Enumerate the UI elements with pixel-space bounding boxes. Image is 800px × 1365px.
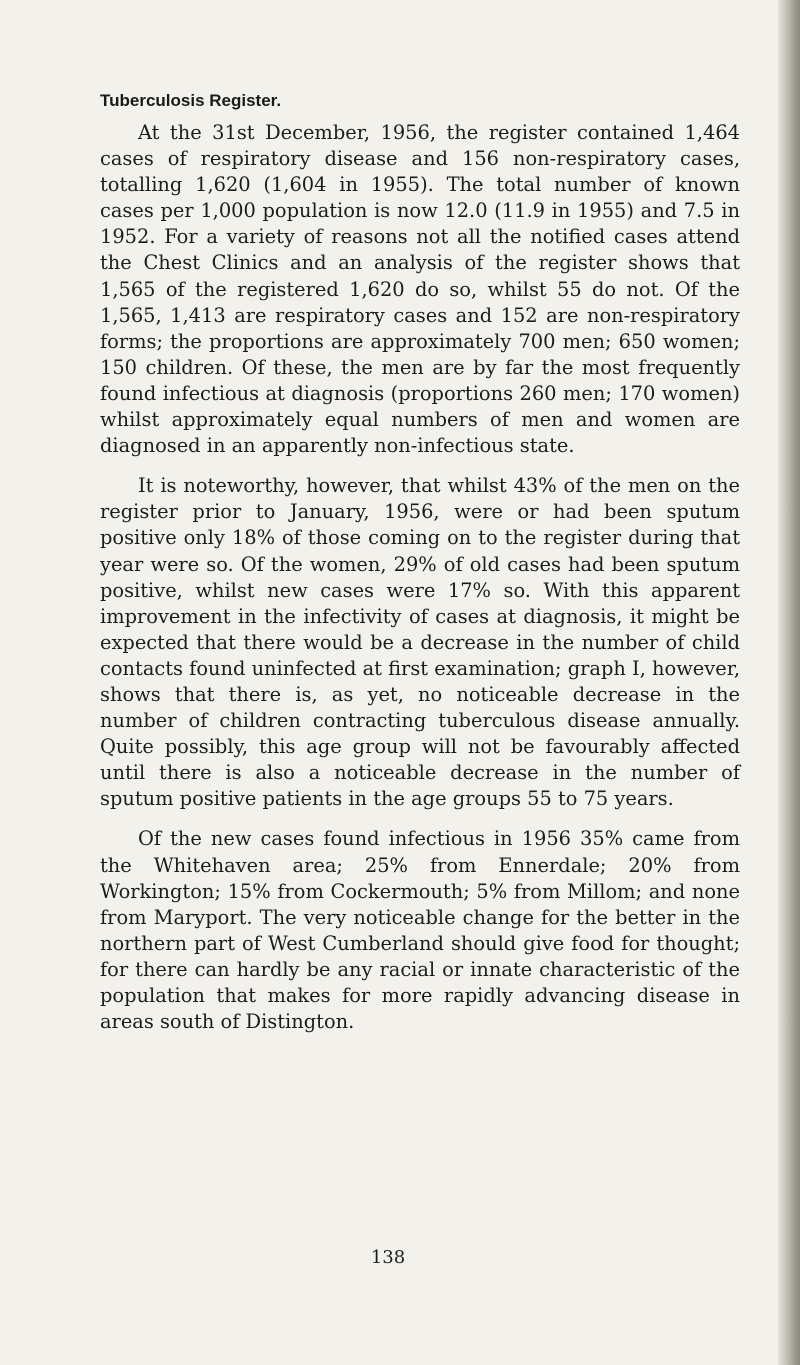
page-number: 138 — [370, 1247, 406, 1268]
document-body — [100, 88, 740, 1035]
page-edge-shadow — [778, 0, 800, 1365]
paragraph-register-summary: At the 31st December, 1956, the register contained 1,464 cases of respiratory disease and 156 non-respiratory cases, totalling 1,620 (1,604 in 1955). The total number of known cases per 1,000 population is now 12.0 (11.9 in 1955) and 7.5 in 1952. For a variety of reasons not all the notified cases attend the Chest Clinics and an analysis of the register shows that 1,565 of the registered 1,620 do so, whilst 55 do not. Of the 1,565, 1,413 are respiratory cases and 152 are non-respiratory forms; the proportions are approximately 700 men; 650 women; 150 children. Of these, the men are by far the most frequently found infectious at diagnosis (proportions 260 men; 170 women) whilst approximately equal numbers of men and women are diagnosed in an apparently non-infectious state. — [100, 121, 740, 458]
paragraph-sputum-analysis: It is noteworthy, however, that whilst 43% of the men on the register prior to January, 1956, were or had been sputum positive only 18% of those coming on to the register during that year were so. Of the women, 29% of old cases had been sputum positive, whilst new cases were 17% so. With this apparent improvement in the infectivity of cases at diagnosis, it might be expected that there would be a decrease in the number of child contacts found uninfected at first examination; graph I, however, shows that there is, as yet, no noticeable decrease in the number of children contracting tuberculous disease annually. Quite possibly, this age group will not be favourably affected until there is also a noticeable decrease in the number of sputum positive patients in the age groups 55 to 75 years. — [100, 474, 740, 811]
paragraph-regional-cases: Of the new cases found infectious in 1956 35% came from the Whitehaven area; 25% from Ennerdale; 20% from Workington; 15% from Cockermouth; 5% from Millom; and none from Maryport. The very noticeable change for the better in the northern part of West Cumberland should give food for thought; for there can hardly be any racial or innate characteristic of the population that makes for more rapidly advancing disease in areas south of Distington. — [100, 827, 740, 1034]
section-heading: Tuberculosis Register. — [100, 91, 282, 110]
